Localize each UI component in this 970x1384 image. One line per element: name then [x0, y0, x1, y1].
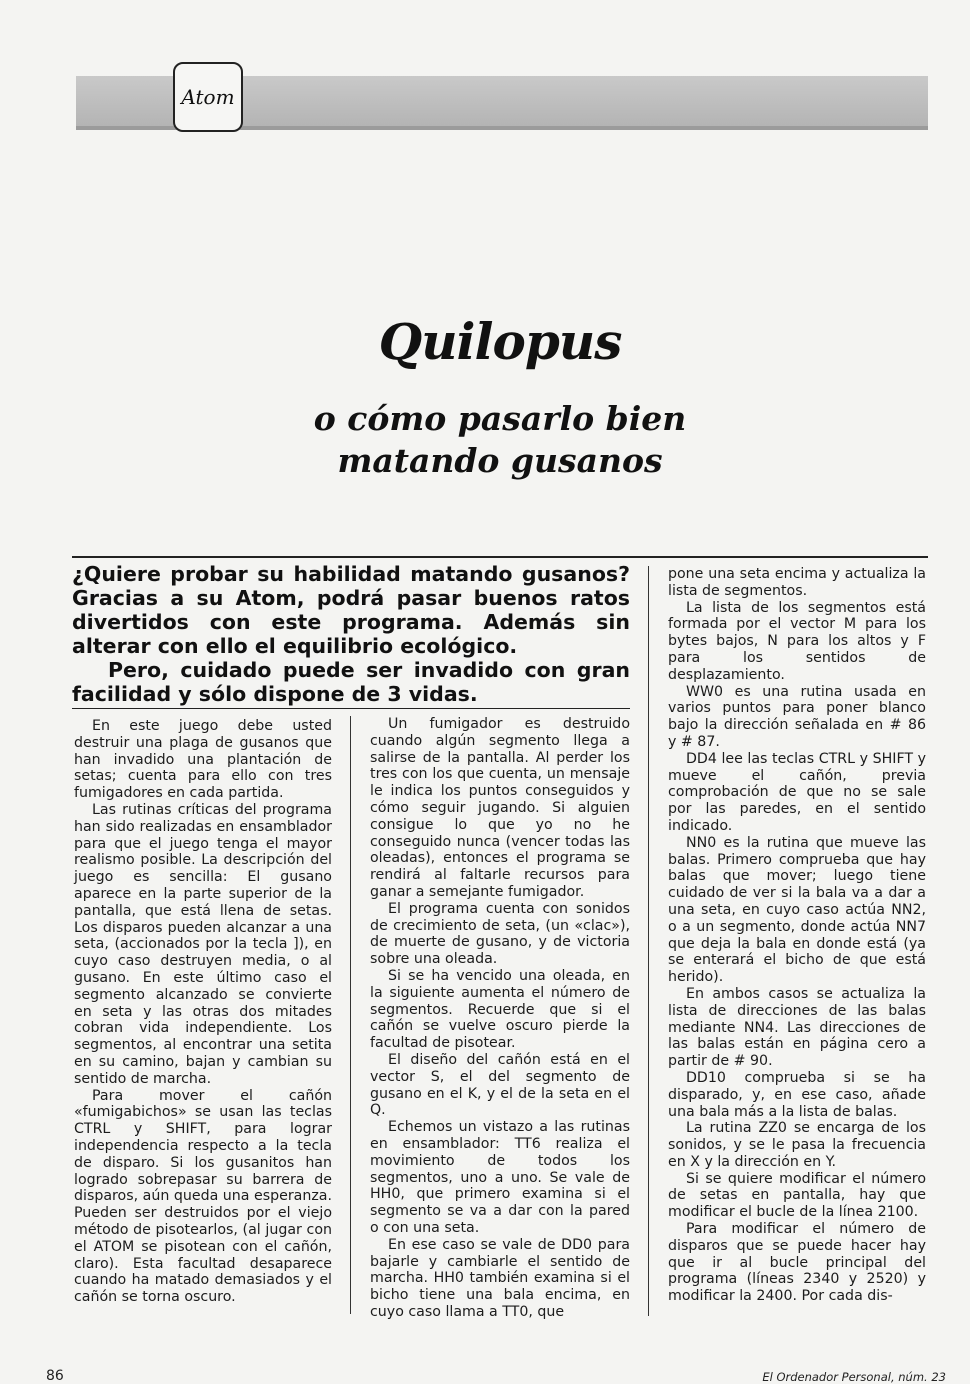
- paragraph: Echemos un vistazo a las rutinas en ensamblador: TT6 realiza el movimiento de todos los segmentos, uno a uno. Se vale de HH0, que primero examina si el segmento se va a dar con la pared o con una seta.: [370, 1119, 630, 1236]
- article-subtitle: o cómo pasarlo bien matando gusanos: [313, 399, 687, 480]
- paragraph: Si se quiere modificar el número de setas en pantalla, hay que modificar el bucle de la línea 2100.: [668, 1170, 926, 1221]
- paragraph: El programa cuenta con sonidos de crecimiento de seta, (un «clac»), de muerte de gusano, y de victoria sobre una oleada.: [370, 900, 630, 968]
- body-column-2: [370, 716, 630, 1321]
- publication-footer: El Ordenador Personal, núm. 23: [762, 1370, 946, 1384]
- paragraph: La lista de los segmentos está formada por el vector M para los bytes bajos, N para los altos y F para los sentidos de desplazamiento.: [668, 599, 926, 683]
- lead-rule: [72, 708, 630, 709]
- column-divider: [350, 716, 351, 1314]
- paragraph: Un fumigador es destruido cuando algún segmento llega a salirse de la pantalla. Al perder los tres con los que cuenta, un mensaje le indica los puntos conseguidos y cómo seguir jugando. Si alguien consigue lo que yo no he conseguido nunca (vencer todas las oleadas), entonces el programa se rendirá al faltarle recursos para ganar a semejante fumigador.: [370, 716, 630, 900]
- top-rule: [72, 556, 928, 558]
- paragraph: Para mover el cañón «fumigabichos» se usan las teclas CTRL y SHIFT, para lograr independencia respecto a la tecla de disparo. Si los gusanitos han logrado sobrepasar su barrera de disparos, aún queda una esperanza. Pueden ser destruidos por el viejo método de pisotearlos, (al jugar con el ATOM se pisotean con el cañón, claro). Esta facultad desaparece cuando ha matado demasiados y el cañón se torna oscuro.: [74, 1087, 332, 1306]
- paragraph: Para modificar el número de disparos que se puede hacer hay que ir al bucle principal del programa (líneas 2340 y 2520) y modificar la 2400. Por cada dis-: [668, 1221, 926, 1305]
- paragraph: Las rutinas críticas del programa han sido realizadas en ensamblador para que el juego tenga el mayor realismo posible. La descripción del juego es sencilla: El gusano aparece en la parte superior de la pantalla, que está llena de setas. Los disparos pueden alcanzar a una seta, (accionados por la tecla ]), en cuyo caso destruyen media, o al gusano. En este último caso el segmento alcanzado se convierte en seta y las otras dos mitades cobran vida independiente. Los segmentos, al encontrar una setita en su camino, bajan y cambian su sentido de marcha.: [74, 801, 332, 1087]
- paragraph: NN0 es la rutina que mueve las balas. Primero comprueba que hay balas que mover; luego tiene cuidado de ver si la bala va a dar a una seta, en cuyo caso actúa NN2, o a un segmento, donde actúa NN7 que deja la bala en donde está (ya se enterará el bicho de que está herido).: [668, 834, 926, 986]
- paragraph: WW0 es una rutina usada en varios puntos para poner blanco bajo la dirección señalada en # 86 y # 87.: [668, 683, 926, 750]
- page-number: 86: [46, 1368, 64, 1384]
- paragraph: En ese caso se vale de DD0 para bajarle y cambiarle el sentido de marcha. HH0 también examina si el bicho tiene una bala encima, en cuyo caso llama a TT0, que: [370, 1236, 630, 1320]
- lead-text: ¿Quiere probar su habilidad matando gusanos? Gracias a su Atom, podrá pasar buenos ratos divertidos con este programa. Además sin alterar con ello el equilibrio ecológico.: [72, 562, 630, 658]
- paragraph: DD4 lee las teclas CTRL y SHIFT y mueve el cañón, previa comprobación de que no se sale por las paredes, en el sentido indicado.: [668, 750, 926, 834]
- section-tab-label: Atom: [181, 85, 235, 109]
- section-tab: [173, 62, 243, 132]
- paragraph: Si se ha vencido una oleada, en la siguiente aumenta el número de segmentos. Recuerde que si el cañón se vuelve oscuro pierde la facultad de pisotear.: [370, 967, 630, 1052]
- article-title: Quilopus: [378, 312, 622, 371]
- paragraph: La rutina ZZ0 se encarga de los sonidos, y se le pasa la frecuencia en X y la dirección en Y.: [668, 1120, 926, 1170]
- paragraph: El diseño del cañón está en el vector S, el del segmento de gusano en el K, y el de la seta en el Q.: [370, 1051, 630, 1119]
- paragraph: En este juego debe usted destruir una plaga de gusanos que han invadido una plantación de setas; cuenta para ello con tres fumigadores en cada partida.: [74, 718, 332, 802]
- body-column-3: [668, 566, 926, 1305]
- body-column-1: [74, 718, 332, 1306]
- column-divider: [648, 566, 649, 1316]
- paragraph: DD10 comprueba si se ha disparado, y, en ese caso, añade una bala más a la lista de balas.: [668, 1069, 926, 1120]
- lead-text: Pero, cuidado puede ser invadido con gran facilidad y sólo dispone de 3 vidas.: [72, 658, 630, 706]
- paragraph: pone una seta encima y actualiza la lista de segmentos.: [668, 566, 926, 599]
- paragraph: En ambos casos se actualiza la lista de direcciones de las balas mediante NN4. Las direcciones de las balas están en página cero a partir de # 90.: [668, 985, 926, 1070]
- lead-paragraph: [72, 562, 630, 706]
